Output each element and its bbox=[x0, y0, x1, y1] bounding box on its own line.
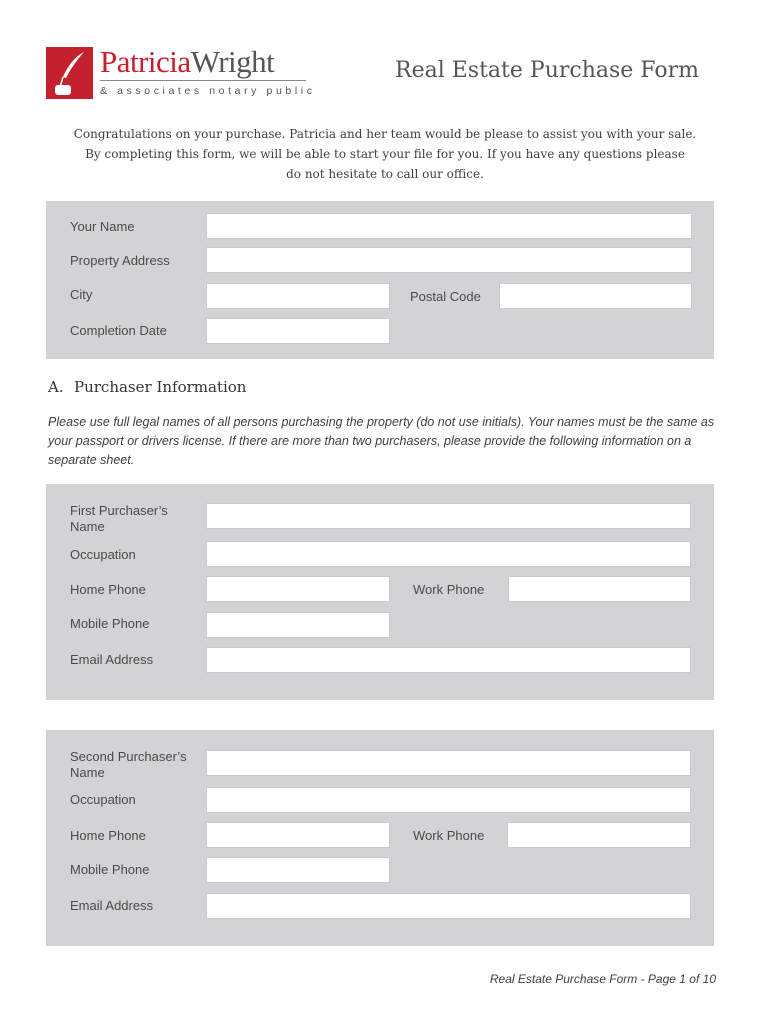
brand-name-part1: Patricia bbox=[100, 44, 191, 79]
first-purchaser-name-label-line2: Name bbox=[70, 519, 105, 534]
brand-divider bbox=[100, 80, 306, 81]
second-home-phone-input[interactable] bbox=[206, 822, 390, 848]
first-home-phone-label: Home Phone bbox=[70, 582, 146, 597]
second-work-phone-input[interactable] bbox=[507, 822, 691, 848]
property-address-label: Property Address bbox=[70, 253, 170, 268]
completion-date-label: Completion Date bbox=[70, 323, 167, 338]
first-purchaser-panel bbox=[46, 484, 714, 700]
first-home-phone-input[interactable] bbox=[206, 576, 390, 602]
second-occupation-label: Occupation bbox=[70, 792, 136, 807]
your-name-input[interactable] bbox=[206, 213, 692, 239]
city-label: City bbox=[70, 287, 93, 302]
property-panel bbox=[46, 201, 714, 359]
first-occupation-label: Occupation bbox=[70, 547, 136, 562]
page-title: Real Estate Purchase Form bbox=[395, 58, 699, 83]
second-purchaser-name-label bbox=[70, 749, 187, 781]
second-email-input[interactable] bbox=[206, 893, 691, 919]
section-a-note: Please use full legal names of all persons purchasing the property (do not use initials). Your names must be the same as your passport or drivers license. If there are more than two purchasers, please provide the following information on a separate sheet. bbox=[48, 415, 715, 467]
first-mobile-phone-input[interactable] bbox=[206, 612, 390, 638]
brand-name bbox=[100, 44, 274, 80]
intro-line-2: By completing this form, we will be able to start your file for you. If you have any questions please bbox=[85, 147, 685, 161]
section-a-title: Purchaser Information bbox=[74, 378, 247, 396]
second-mobile-phone-input[interactable] bbox=[206, 857, 390, 883]
property-address-input[interactable] bbox=[206, 247, 692, 273]
first-purchaser-name-label-line1: First Purchaser’s bbox=[70, 503, 168, 518]
your-name-label: Your Name bbox=[70, 219, 135, 234]
second-occupation-input[interactable] bbox=[206, 787, 691, 813]
first-mobile-phone-label: Mobile Phone bbox=[70, 616, 150, 631]
first-work-phone-input[interactable] bbox=[508, 576, 691, 602]
quill-inkwell-icon bbox=[46, 47, 93, 99]
postal-code-input[interactable] bbox=[499, 283, 692, 309]
section-a-number: A. bbox=[48, 378, 64, 396]
first-occupation-input[interactable] bbox=[206, 541, 691, 567]
second-email-label: Email Address bbox=[70, 898, 154, 913]
second-work-phone-label: Work Phone bbox=[413, 828, 485, 843]
first-purchaser-name-input[interactable] bbox=[206, 503, 691, 529]
first-email-input[interactable] bbox=[206, 647, 691, 673]
logo-mark bbox=[46, 47, 93, 99]
second-purchaser-name-input[interactable] bbox=[206, 750, 691, 776]
second-purchaser-panel bbox=[46, 730, 714, 946]
first-email-label: Email Address bbox=[70, 652, 154, 667]
second-purchaser-name-label-line1: Second Purchaser’s bbox=[70, 749, 187, 764]
page-footer: Real Estate Purchase Form - Page 1 of 10 bbox=[489, 972, 716, 986]
second-home-phone-label: Home Phone bbox=[70, 828, 146, 843]
city-input[interactable] bbox=[206, 283, 390, 309]
section-a-heading bbox=[48, 378, 246, 396]
first-purchaser-name-label bbox=[70, 503, 168, 535]
intro-line-3: do not hesitate to call our office. bbox=[286, 167, 484, 181]
first-work-phone-label: Work Phone bbox=[413, 582, 485, 597]
intro-line-1: Congratulations on your purchase. Patricia and her team would be please to assist you with your sale. bbox=[73, 127, 697, 141]
completion-date-input[interactable] bbox=[206, 318, 390, 344]
postal-code-label: Postal Code bbox=[410, 289, 481, 304]
second-mobile-phone-label: Mobile Phone bbox=[70, 862, 150, 877]
intro-text bbox=[40, 124, 730, 184]
brand-name-part2: Wright bbox=[190, 44, 275, 79]
second-purchaser-name-label-line2: Name bbox=[70, 765, 105, 780]
brand-tagline: & associates notary public bbox=[100, 85, 316, 97]
